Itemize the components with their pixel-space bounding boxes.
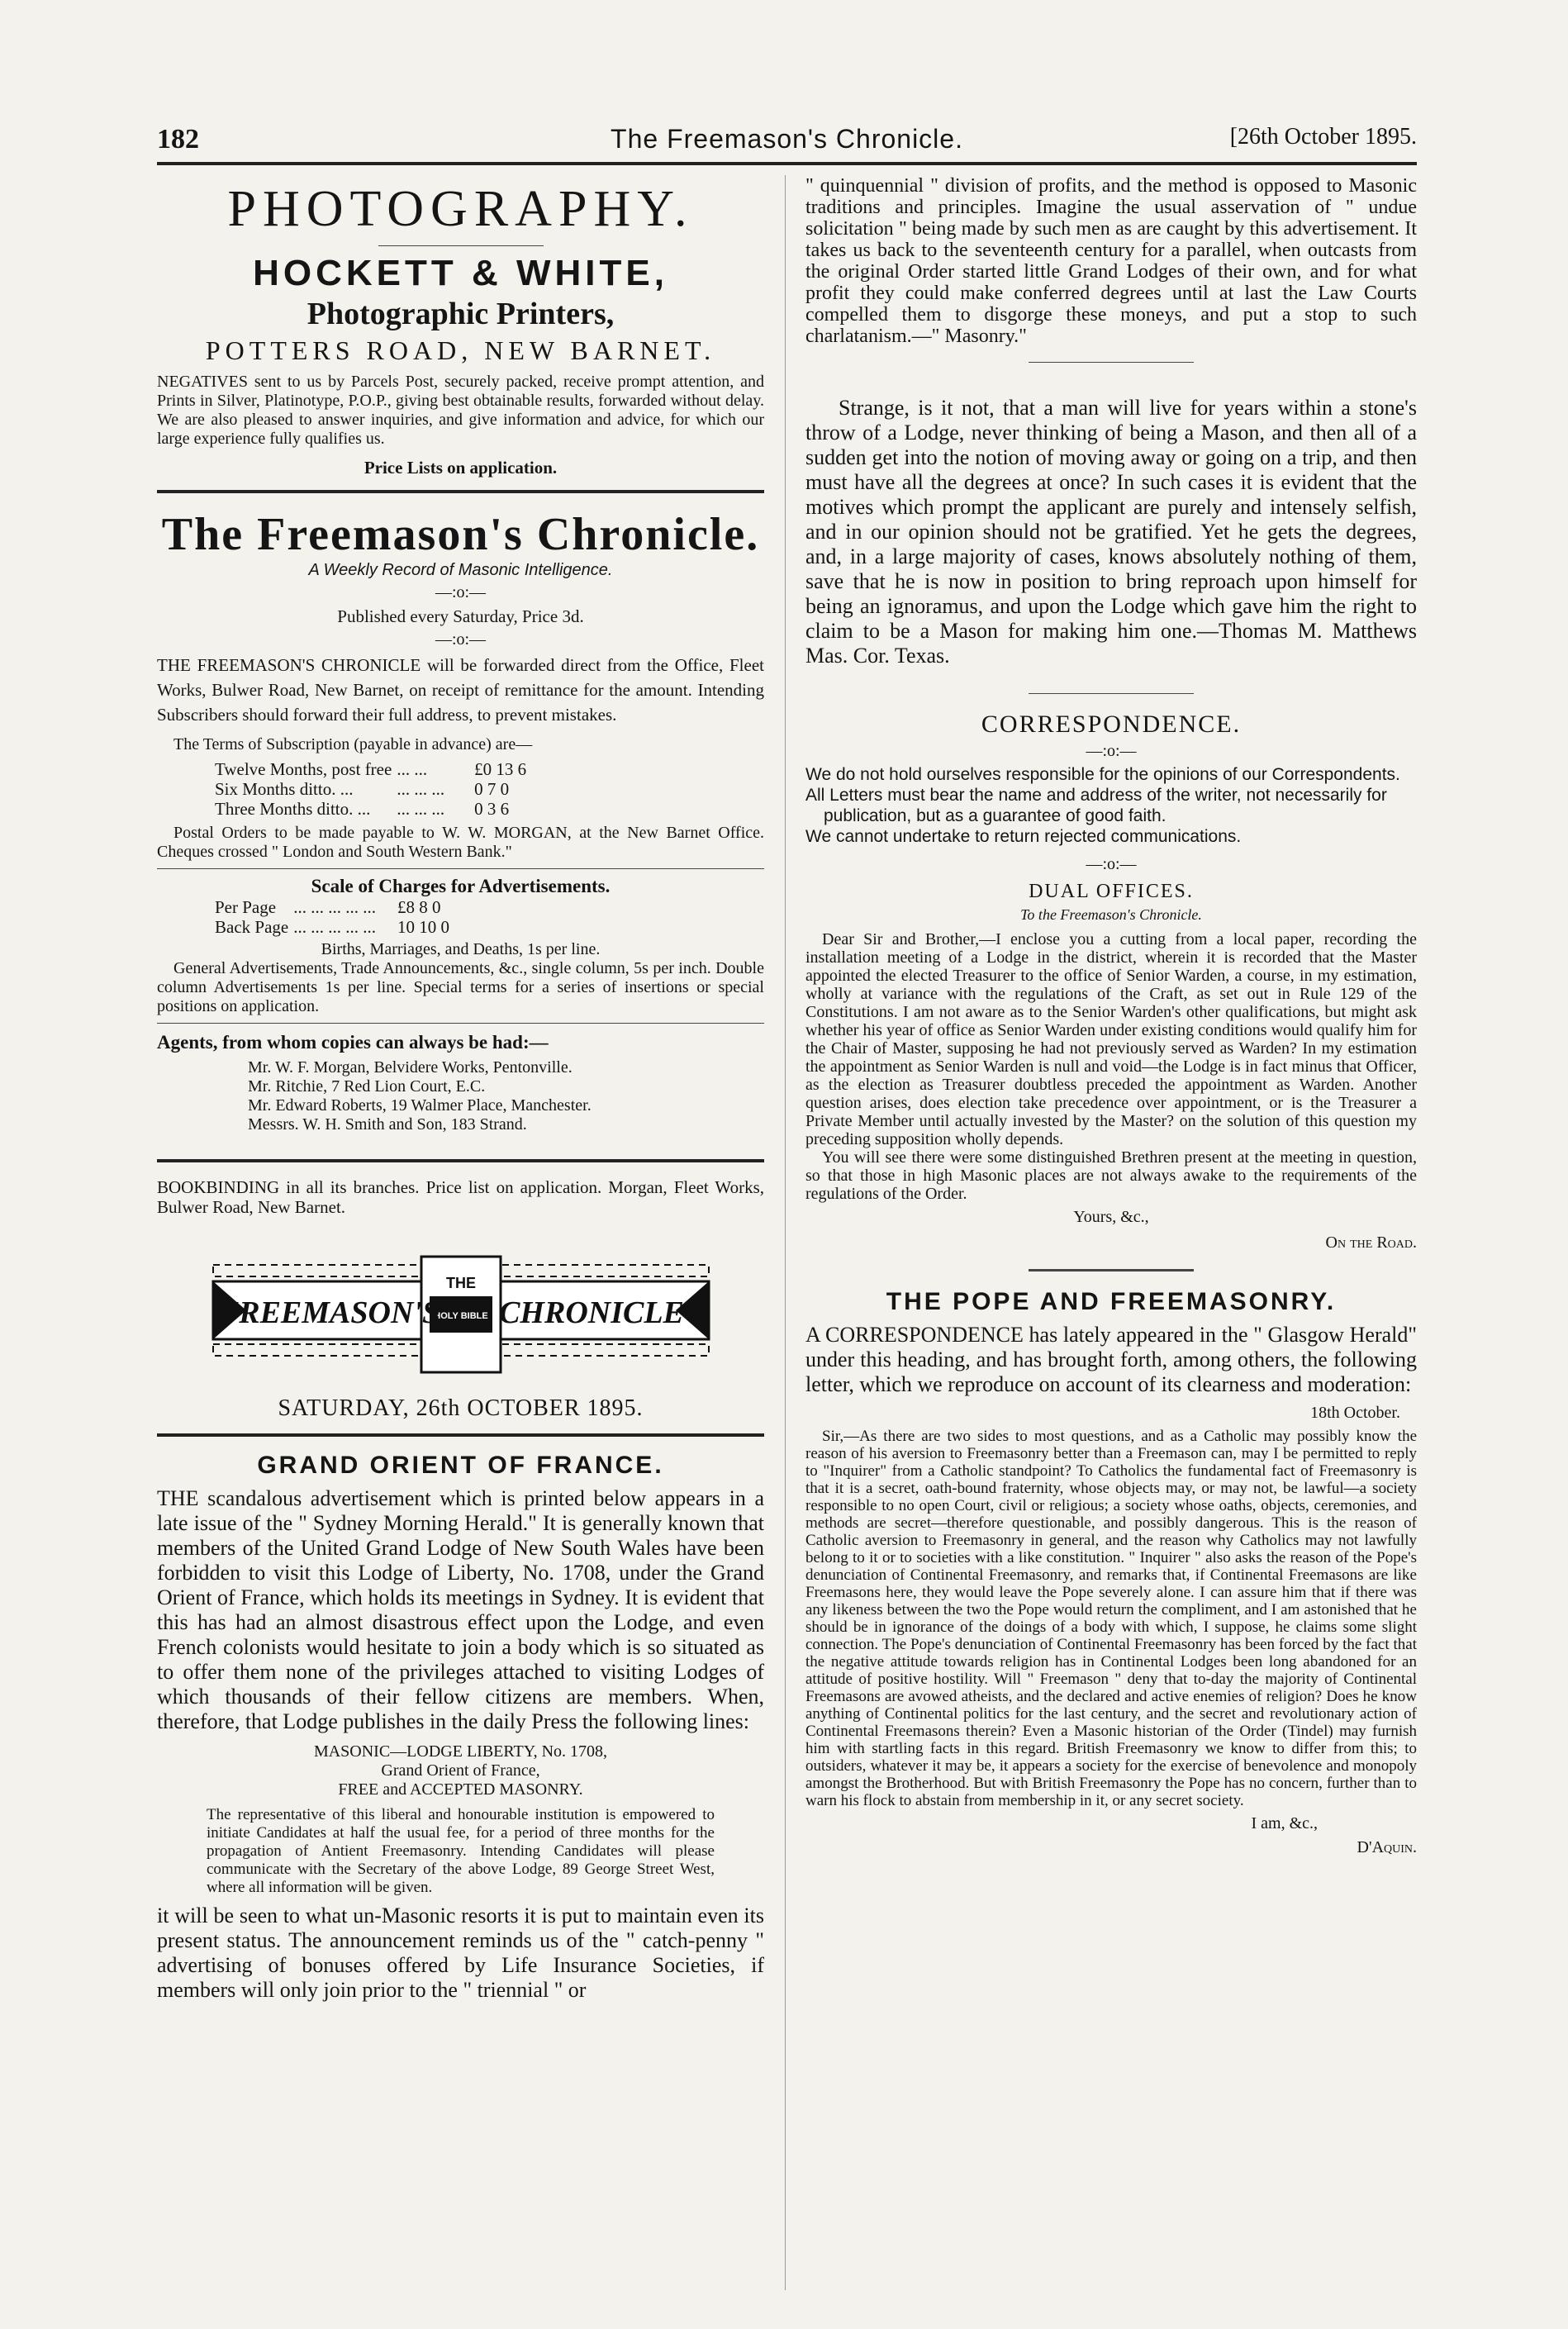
published-note: Published every Saturday, Price 3d. — [337, 606, 584, 626]
divider — [378, 245, 544, 246]
table-row — [215, 799, 531, 819]
rate-label: Six Months ditto. ... — [215, 779, 354, 799]
letter-signature: D'Aquin. — [1357, 1838, 1417, 1856]
article-paragraph: " quinquennial " division of profits, and the method is opposed to Masonic traditions and principles. Imagine the usual asservation of " undue solicitation " being made by such men as are caught by this advertisement. It takes us back to the seventeenth century for a parallel, when outcasts from the original Order started little Grand Lodges of their own, and for what profit they could make conferred degrees until at last the Law Courts compelled them to disgorge these moneys, and put a stop to such charlatanism.—" Masonry." — [805, 175, 1417, 347]
rate-label: Three Months ditto. ... — [215, 799, 371, 819]
births-note: Births, Marriages, and Deaths, 1s per line. — [321, 940, 601, 958]
divider — [157, 1023, 764, 1024]
article-paragraph: it will be seen to what un-Masonic resorts it is put to maintain even its present status. The announcement reminds us of the " catch-penny " advertising of bonuses offered by Life Insurance Societies, if members will only join prior to the " triennial " or — [157, 1904, 764, 2002]
issue-date: SATURDAY, 26th OCTOBER 1895. — [278, 1395, 644, 1421]
scale-heading: Scale of Charges for Advertisements. — [311, 876, 611, 896]
publication-title: The Freemason's Chronicle. — [611, 124, 963, 154]
chronicle-title: The Freemason's Chronicle. — [161, 509, 760, 560]
section-rule — [157, 1159, 764, 1162]
agent-entry: Mr. Ritchie, 7 Red Lion Court, E.C. — [248, 1077, 486, 1096]
photography-ad — [157, 180, 764, 478]
rate-label: Per Page — [215, 897, 277, 917]
rate-dots: ... ... ... — [397, 779, 445, 799]
strange-paragraph: Strange, is it not, that a man will live for years within a stone's throw of a Lodge, never thinking of being a Mason, and then all of a sudden get into the notion of moving away or going on a trip, and then must have all the degrees at once? In such cases it is evident that the motives which prompt the applicant are purely and intensely selfish, and in our opinion should not be gratified. Yet he gets the degrees, and, in a large majority of cases, knows absolutely nothing of them, save that he is now in position to bring reproach upon himself for being an ignoramus, and upon the Lodge which gave him the right to claim to be a Mason for making him one.—Thomas M. Matthews Mas. Cor. Texas. — [805, 396, 1417, 668]
agents-heading: Agents, from whom copies can always be had:— — [157, 1032, 549, 1053]
quoted-advert — [157, 1742, 764, 1799]
masthead-book: HOLY BIBLE — [433, 1311, 488, 1321]
article-heading: THE POPE AND FREEMASONRY. — [886, 1288, 1337, 1315]
chronicle-intro: THE FREEMASON'S CHRONICLE will be forwarded direct from the Office, Fleet Works, Bulwer Road, New Barnet, on receipt of remittance for the amount. Intending Subscribers should forward their full address, to prevent mistakes. — [157, 655, 764, 725]
table-row — [215, 779, 531, 799]
advert-body: The representative of this liberal and honourable institution is empowered to initiate Candidates at half the usual fee, for a period of three months for the propagation of Antient Freemasonry. Intending Candidates will please communicate with the Secretary of the above Lodge, 89 George Street West, where all information will be given. — [207, 1806, 715, 1896]
advert-line: MASONIC—LODGE LIBERTY, No. 1708, — [313, 1742, 608, 1761]
agent-entry: Messrs. W. H. Smith and Son, 183 Strand. — [248, 1115, 527, 1134]
masthead-the: THE — [445, 1275, 476, 1291]
correspondence-section — [805, 711, 1417, 874]
rate-price: £8 8 0 — [397, 897, 441, 917]
article-paragraph: A CORRESPONDENCE has lately appeared in the " Glasgow Herald" under this heading, and has brought forth, among others, the following letter, which we reproduce on account of its clearness and moderation: — [805, 1323, 1417, 1396]
letter-signature: On the Road. — [1325, 1233, 1417, 1252]
divider — [1029, 693, 1194, 694]
rate-label: Twelve Months, post free — [215, 759, 392, 779]
agent-entry: Mr. W. F. Morgan, Belvidere Works, Pentonville. — [248, 1058, 573, 1077]
masthead-left-word: FREEMASON'S — [217, 1295, 440, 1330]
advert-line: FREE and ACCEPTED MASONRY. — [338, 1780, 583, 1799]
chronicle-ad — [157, 508, 764, 1134]
rate-dots: ... ... — [397, 759, 428, 779]
rate-dots: ... ... ... — [397, 799, 445, 819]
rate-label: Back Page — [215, 917, 289, 937]
separator: —:o:— — [435, 583, 487, 601]
firm-trade: Photographic Printers, — [306, 297, 615, 331]
grand-orient-article — [157, 1452, 764, 2003]
firm-address: POTTERS ROAD, NEW BARNET. — [205, 335, 716, 365]
correspondence-note: We cannot undertake to return rejected communications. — [805, 827, 1242, 846]
rate-dots: ... ... ... ... ... — [293, 917, 376, 937]
divider — [1029, 362, 1194, 363]
bookbinding-ad: BOOKBINDING in all its branches. Price list on application. Morgan, Fleet Works, Bulwer Road, New Barnet. — [157, 1177, 764, 1217]
dual-offices-letter — [805, 881, 1417, 1252]
letter-closing: Yours, &c., — [1073, 1208, 1149, 1226]
table-row — [215, 897, 454, 917]
page-number: 182 — [157, 124, 199, 154]
table-row — [215, 759, 531, 779]
section-rule — [157, 1433, 764, 1437]
issue-date-header: [26th October 1895. — [1229, 124, 1417, 150]
masthead-illustration — [205, 1240, 717, 1381]
subscription-table — [215, 759, 531, 819]
separator: —:o:— — [1086, 742, 1137, 760]
letter-addressee: To the Freemason's Chronicle. — [1020, 906, 1202, 923]
terms-intro: The Terms of Subscription (payable in advance) are— — [173, 735, 533, 753]
rate-dots: ... ... ... ... ... — [293, 897, 376, 917]
separator: —:o:— — [1086, 855, 1137, 873]
masthead-right-word: CHRONICLE — [498, 1295, 684, 1330]
correspondence-note: All Letters must bear the name and address of the writer, not necessarily for publication, but as a guarantee of good faith. — [805, 786, 1387, 825]
postal-orders-note: Postal Orders to be made payable to W. W. MORGAN, at the New Barnet Office. Cheques crossed " London and South Western Bank." — [157, 824, 764, 861]
letter-body: You will see there were some distinguished Brethren present at the meeting in question, so that those in high Masonic places are not always awake to the requirements of the regulations of the Order. — [805, 1148, 1417, 1203]
rate-price: 0 3 6 — [474, 799, 510, 819]
chronicle-subtitle: A Weekly Record of Masonic Intelligence. — [308, 561, 613, 579]
letter-heading: DUAL OFFICES. — [1029, 881, 1194, 902]
letter-body: Dear Sir and Brother,—I enclose you a cutting from a local paper, recording the installation meeting of a Lodge in the district, wherein it is recorded that the Master appointed the elected Treasurer to the office of Senior Warden, a course, in my estimation, wholly at variance with the regulations of the Craft, as set out in Rule 129 of the Constitutions. I am not aware as to the Senior Warden's other qualifications, but might ask whether his year of office as Senior Warden under existing conditions would qualify him for the Chair of Master, supposing he had not previously served as Warden? In my estimation the appointment as Senior Warden is null and void—the Lodge is in fact minus that Officer, as the election as Treasurer doubtless preceded the appointment as Warden. Another question arises, does election take precedence over appointment, or is the Treasurer a Private Member until actually invested by the Master? on the solution of this question my preceding supposition wholly depends. — [805, 930, 1417, 1148]
advert-rates-table — [215, 897, 454, 937]
separator: —:o:— — [435, 630, 487, 649]
rate-price: £0 13 6 — [474, 759, 527, 779]
general-advert-note: General Advertisements, Trade Announcements, &c., single column, 5s per inch. Double column Advertisements 1s per line. Special terms for a series of insertions or special positions on application. — [157, 959, 764, 1015]
letter-date: 18th October. — [1310, 1404, 1400, 1422]
running-header — [157, 124, 1417, 157]
article-heading: GRAND ORIENT OF FRANCE. — [257, 1452, 664, 1479]
table-row — [215, 917, 454, 937]
divider — [1029, 1269, 1194, 1271]
divider — [157, 868, 764, 869]
photography-body: NEGATIVES sent to us by Parcels Post, securely packed, receive prompt attention, and Prints in Silver, Platinotype, P.O.P., giving best obtainable results, forwarded without delay. We are also pleased to answer inquiries, and give information and advice, for which our large experience fully qualifies us. — [157, 373, 764, 448]
article-paragraph: THE scandalous advertisement which is printed below appears in a late issue of the " Sydney Morning Herald." It is generally known that members of the United Grand Lodge of New South Wales have been forbidden to visit this Lodge of Liberty, No. 1708, under the Grand Orient of France, which holds its meetings in Sydney. It is evident that this has had an almost disastrous effect upon the Lodge, and even French colonists would hesitate to join a body which is so situated as to offer them none of the privileges attached to visiting Lodges of which thousands of their fellow citizens are members. When, therefore, that Lodge publishes in the daily Press the following lines: — [157, 1486, 764, 1733]
agent-entry: Mr. Edward Roberts, 19 Walmer Place, Manchester. — [248, 1096, 592, 1115]
price-lists-note: Price Lists on application. — [363, 458, 558, 478]
header-rule — [157, 162, 1417, 165]
letter-closing: I am, &c., — [1251, 1814, 1318, 1832]
photography-heading: PHOTOGRAPHY. — [227, 181, 694, 237]
left-column — [157, 175, 764, 2003]
column-divider — [785, 175, 786, 2290]
right-column — [805, 175, 1417, 1857]
advert-line: Grand Orient of France, — [381, 1761, 540, 1780]
correspondence-note: We do not hold ourselves responsible for the opinions of our Correspondents. — [805, 765, 1400, 784]
rate-price: 0 7 0 — [474, 779, 510, 799]
section-rule — [157, 490, 764, 493]
correspondence-heading: CORRESPONDENCE. — [981, 711, 1242, 738]
pope-article — [805, 1288, 1417, 1857]
rate-price: 10 10 0 — [397, 917, 449, 937]
chronicle-masthead — [205, 1240, 717, 1381]
letter-body: Sir,—As there are two sides to most questions, and as a Catholic may possibly know the reason of his aversion to Freemasonry better than a Freemason can, may I be permitted to reply to "Inquirer" from a Catholic standpoint? To Catholics the fundamental fact of Freemasonry is that it is a secret, oath-bound fraternity, whose objects may, or may not, be lawful—a society responsible to no open Court, civil or religious; a society whose oaths, objects, ceremonies, and methods are secret—therefore questionable, and possibly dangerous. This is the reason of Catholic aversion to Freemasonry in general, and the reason why Catholics may not lawfully belong to it or to societies with a like constitution. " Inquirer " also asks the reason of the Pope's denunciation of Continental Freemasonry, and remarks that, if Continental Freemasons are like Freemasons here, they would leave the Pope severely alone. I can assure him that if there was any likeness between the two the Pope would return the compliment, and I am astonished that he should be in ignorance of the doings of a body with which, I suppose, he claims some slight connection. The Pope's denunciation of Continental Freemasonry has been forced by the fact that the negative attitude towards religion has in Continental Lodges been long abandoned for an attitude of positive hostility. Will " Freemason " deny that to-day the majority of Continental Freemasons are avowed atheists, and the declared and active enemies of religion? Does he know anything of Continental politics for the last century, and the secret and revolutionary action of Continental Freemasons therein? Even a Masonic historian of the Order (Tindel) may furnish him with startling facts in this regard. British Freemasonry we know to differ from this; to outsiders, whatever it may be, it appears a society for the exercise of benevolence and monopoly amongst the Brotherhood. But with British Freemasonry the Pope has no concern, further than to warn his flock to abstain from membership in it, or any secret society. — [805, 1428, 1417, 1809]
firm-name: HOCKETT & WHITE, — [253, 253, 668, 293]
